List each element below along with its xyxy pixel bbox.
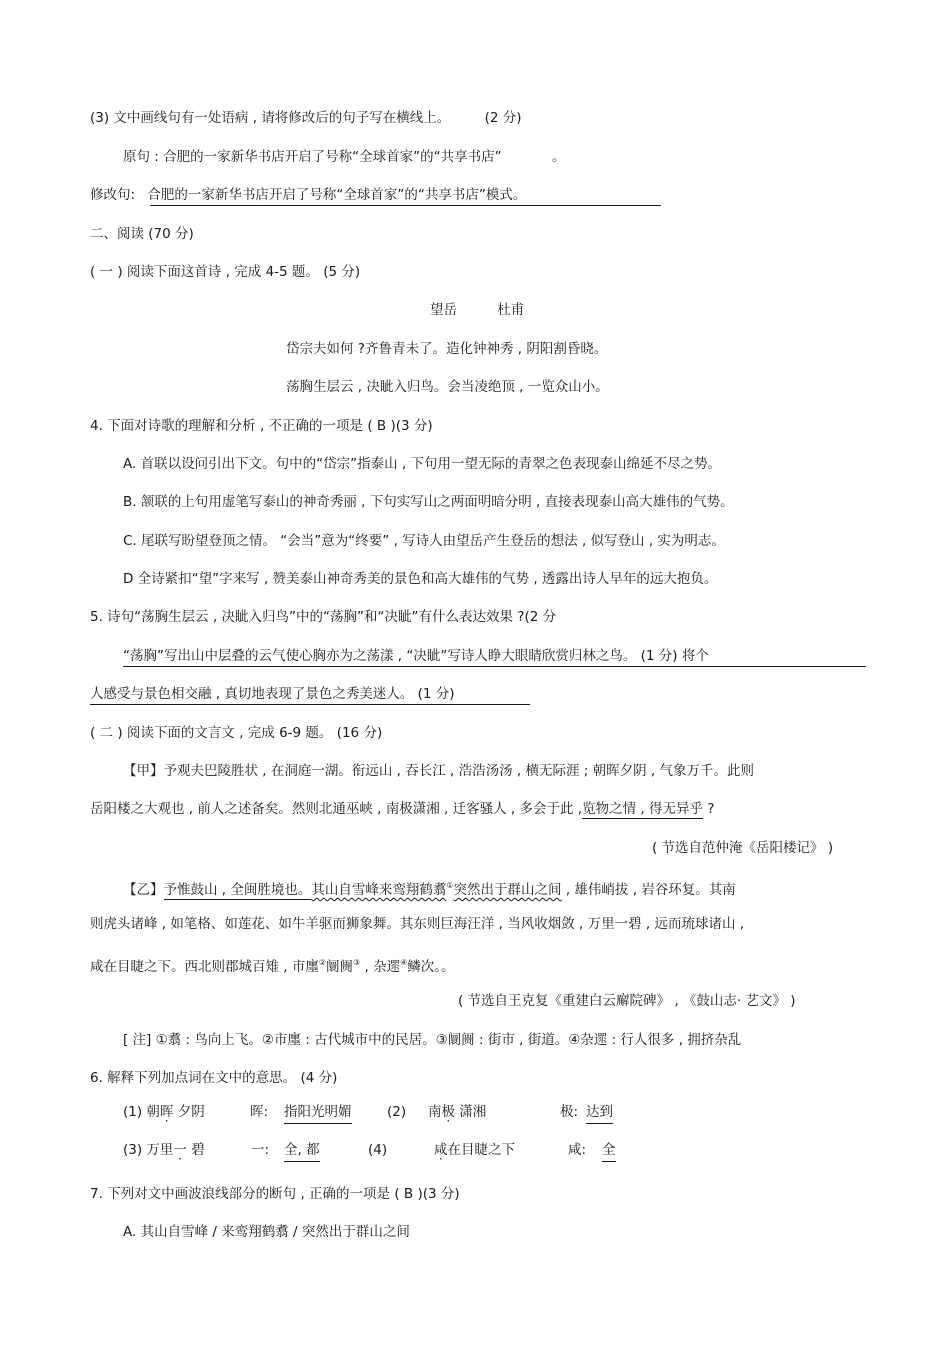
original-sentence: 合肥的一家新华书店开启了号称“全球首家”的“共享书店” [163, 149, 502, 165]
part2-heading: ( 二 ) 阅读下面的文言文 , 完成 6-9 题。 (16 分) [90, 725, 383, 741]
section-title-reading: 二、阅读 (70 分) [90, 226, 194, 242]
passage-yi-text: , 雄伟峭拔 , 岩谷环复。其南 [561, 882, 736, 898]
poem-line-2: 荡胸生层云 , 决眦入归鸟。会当凌绝顶 , 一览众山小。 [286, 379, 609, 395]
footnote-marker-4: ④ [400, 958, 408, 967]
footnote-marker-2: ② [318, 958, 327, 967]
q6-item-1-label: (1) 朝 [123, 1104, 160, 1120]
footnotes: [ 注] ①翥 : 鸟向上飞。②市廛 : 古代城市中的民居。③阛阓 : 街市 , 街道。④杂遝 : 行人很多 , 拥挤杂乱 [123, 1032, 742, 1048]
footnote-marker-1: ① [446, 881, 454, 890]
q6-item-3-label: (3) 万里 [123, 1142, 174, 1158]
q3-revised [90, 185, 526, 205]
q6-item-3 [123, 1140, 205, 1160]
q6-item-4 [434, 1140, 515, 1160]
q6-item-2-dotted-word: 极 [441, 1104, 455, 1120]
q7-stem: 7. 下列对文中画波浪线部分的断句 , 正确的一项是 ( B )(3 分) [90, 1186, 460, 1202]
q6-item-1 [123, 1102, 205, 1122]
q6-item-3-rest: 碧 [186, 1142, 205, 1158]
q6-item-3-dotted-word: 一 [173, 1142, 187, 1158]
q6-item-2-number: (2) [387, 1104, 407, 1120]
revised-label: 修改句: [90, 187, 136, 203]
q4-stem: 4. 下面对诗歌的理解和分析 , 不正确的一项是 ( B )(3 分) [90, 418, 433, 434]
part1-heading: ( 一 ) 阅读下面这首诗 , 完成 4-5 题。 (5 分) [90, 264, 361, 280]
q6-item-3-key: 一: [251, 1142, 270, 1158]
q6-item-4-key: 咸: [568, 1142, 587, 1158]
q6-item-1-rest: 夕阴 [173, 1104, 205, 1120]
passage-jia-line-2 [90, 799, 714, 819]
poem-title: 望岳 [430, 302, 457, 318]
q5-answer-line-2: 人感受与景色相交融 , 真切地表现了景色之秀美迷人。 (1 分) [90, 686, 455, 702]
passage-jia-underlined: 览物之情 , 得无异乎 [582, 801, 703, 817]
q6-item-2-answer: 达到 [586, 1102, 613, 1124]
passage-yi-underlined: 予惟鼓山 , 全闽胜境也。 [163, 882, 312, 898]
poem-line-1: 岱宗夫如何 ?齐鲁青未了。造化钟神秀 , 阴阳割昏晓。 [286, 341, 608, 357]
passage-jia-source: ( 节选自范仲淹《岳阳楼记》 ) [652, 840, 834, 856]
poem-header [430, 300, 524, 320]
q4-option-b: B. 颔联的上句用虚笔写泰山的神奇秀丽 , 下句实写山之两面明暗分明 , 直接表现泰山高大雄伟的气势。 [123, 494, 734, 510]
q6-item-1-key: 晖: [250, 1104, 269, 1120]
passage-yi-label: 【乙】 [123, 882, 164, 898]
q6-item-4-dotted-word: 咸 [434, 1142, 448, 1158]
poem-author: 杜甫 [497, 302, 525, 318]
q6-item-2-rest: 潇湘 [455, 1104, 487, 1120]
q3-prompt-text: (3) 文中画线句有一处语病 , 请将修改后的句子写在横线上。 [90, 110, 451, 126]
q4-option-d: D 全诗紧扣“望”字来写 , 赞美泰山神奇秀美的景色和高大雄伟的气势 , 透露出诗人早年的远大抱负。 [123, 571, 718, 587]
q6-item-4-rest: 在目睫之下 [447, 1142, 515, 1158]
original-end: 。 [551, 149, 566, 165]
q6-item-4-answer: 全 [602, 1140, 616, 1162]
q3-score: (2 分) [484, 110, 522, 126]
passage-jia-text: 岳阳楼之大观也 , 前人之述备矣。然则北通巫峡 , 南极潇湘 , 迁客骚人 , 多会于此 , [90, 801, 583, 817]
q6-item-3-answer: 全, 都 [284, 1140, 320, 1162]
q3-prompt [90, 108, 522, 128]
q6-item-1-answer: 指阳光明媚 [284, 1102, 352, 1124]
q4-option-a: A. 首联以设问引出下文。句中的“岱宗”指泰山 , 下句用一望无际的青翠之色表现泰山绵延不尽之势。 [123, 456, 721, 472]
q6-item-2-key: 极: [560, 1104, 579, 1120]
q5-answer-underline-1 [123, 666, 866, 667]
passage-yi-line-2: 则虎头诸峰 , 如笔格、如莲花、如牛羊驱而狮象舞。其东则巨海汪洋 , 当风收烟敛 , 万里一碧 , 远而琉球诸山 , [90, 916, 745, 932]
passage-yi-text-3a: 咸在目睫之下。西北则郡城百雉 , 市廛 [90, 959, 319, 975]
original-label: 原句 : [123, 149, 159, 165]
passage-jia-line-1: 【甲】予观夫巴陵胜状 , 在洞庭一湖。衔远山 , 吞长江 , 浩浩汤汤 , 横无际涯 ; 朝晖夕阴 , 气象万千。此则 [123, 763, 754, 779]
q6-stem: 6. 解释下列加点词在文中的意思。 (4 分) [90, 1070, 338, 1086]
q3-original [123, 147, 565, 167]
q5-stem: 5. 诗句“荡胸生层云 , 决眦入归鸟”中的“荡胸”和“决眦”有什么表达效果 ?(2 分 [90, 609, 557, 625]
q6-item-4-number: (4) [368, 1142, 388, 1158]
q4-option-c: C. 尾联写盼望登顶之情。 “会当”意为“终要” , 写诗人由望岳产生登岳的想法 , 似写登山 , 实为明志。 [123, 533, 725, 549]
q6-item-2 [428, 1102, 486, 1122]
revised-answer: 合肥的一家新华书店开启了号称“全球首家”的“共享书店”模式。 [147, 187, 527, 203]
passage-yi-source: ( 节选自王克复《重建白云廨院碑》 , 《鼓山志· 艺文》 ) [458, 993, 796, 1009]
passage-yi-line-3 [90, 953, 455, 977]
passage-jia-end: ? [702, 801, 715, 817]
passage-yi-wavy-1: 其山自雪峰来鸾翔鹤翥 [311, 882, 447, 898]
q5-answer-underline-2 [90, 704, 530, 705]
passage-yi-text-3d: 鳞次。。 [407, 959, 455, 975]
footnote-marker-3: ③ [353, 958, 361, 967]
passage-yi-line-1 [123, 876, 736, 900]
q5-answer-line-1: “荡胸”写出山中层叠的云气使心胸亦为之荡漾 , “决眦”写诗人睁大眼睛欣赏归林之鸟。 (1 分) 将个 [123, 648, 709, 664]
q7-option-a: A. 其山自雪峰 / 来鸾翔鹤翥 / 突然出于群山之间 [123, 1224, 410, 1240]
passage-yi-wavy-2: 突然出于群山之间 [453, 882, 562, 898]
q6-item-1-dotted-word: 晖 [159, 1104, 174, 1120]
passage-yi-text-3c: , 杂遝 [360, 959, 401, 975]
q6-item-2-pre: 南 [428, 1104, 442, 1120]
revised-answer-line [150, 205, 661, 206]
passage-yi-text-3b: 阛阓 [326, 959, 354, 975]
